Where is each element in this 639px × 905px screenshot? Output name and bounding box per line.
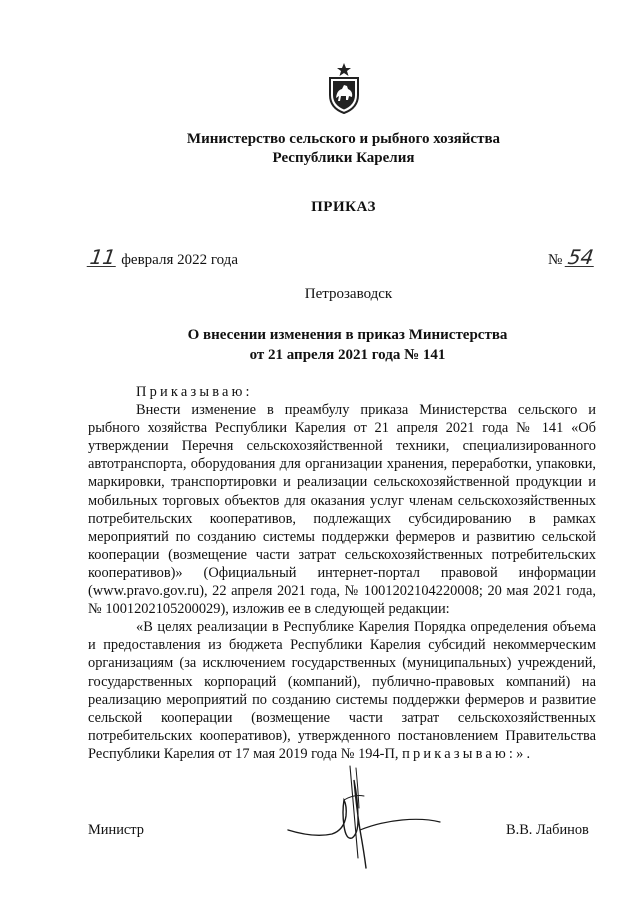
city-line: [0, 286, 639, 303]
karelia-coat-of-arms-icon: [327, 62, 361, 114]
paragraph-new-preamble: [88, 618, 596, 763]
ministry-region: Республики Карелия: [272, 150, 415, 166]
signer-name: В.В. Лабинов: [506, 822, 589, 838]
handwritten-number: 54: [566, 245, 596, 269]
handwritten-signature: [284, 760, 444, 872]
number-sign: №: [548, 252, 563, 268]
signer-position: Министр: [88, 822, 144, 838]
order-date: [88, 245, 238, 270]
subject-line-1: О внесении изменения в приказ Министерства: [187, 327, 508, 343]
ministry-heading: [0, 130, 639, 168]
date-text: февраля 2022 года: [121, 252, 238, 268]
preamble-text: «В целях реализации в Республике Карелия Порядка определения объема и предоставления из бюджета Республики Карелия субсидий некоммерческим организациям (за исключением государственных (муниципальных) учреждений, государственных корпораций (компаний), публично-правовых компаний) на реализацию мероприятий по созданию системы поддержки фермеров и развитие сельской кооперации (возмещение части затрат сельскохозяйственных потребительских кооперативов), утвержденного постановлением Правительства Республики Карелия от 17 мая 2019 года № 194-П,: [88, 619, 596, 762]
order-number: [548, 245, 596, 270]
ministry-name: Министерство сельского и рыбного хозяйства: [186, 131, 501, 147]
order-body: [88, 383, 596, 763]
order-word: Приказываю:: [136, 384, 253, 400]
order-subject: [0, 325, 639, 365]
paragraph-amendment: Внести изменение в преамбулу приказа Министерства сельского и рыбного хозяйства Республики Карелия от 21 апреля 2021 года № 141 «Об утверждении Перечня сельскохозяйственной техники, специализированного автотранспорта, оборудования для организации хранения, переработки, упаковки, маркировки, транспортировки и реализации сельскохозяйственной продукции и мобильных торговых объектов для оказания услуг членам сельскохозяйственных потребительских кооперативов, подлежащих субсидированию в рамках мероприятий по созданию системы поддержки фермеров и развитию сельской кооперации (возмещение части затрат сельскохозяйственных потребительских кооперативов)» (Официальный интернет-портал правовой информации (www.pravo.gov.ru), 22 апреля 2021 года, № 1001202104220008; 20 мая 2021 года, № 1001202105200029), изложив ее в следующей редакции:: [88, 402, 596, 618]
handwritten-day: 11: [88, 245, 118, 269]
city-name: Петрозаводск: [304, 286, 393, 302]
subject-line-2: от 21 апреля 2021 года № 141: [249, 347, 446, 363]
order-title: [0, 199, 639, 216]
preamble-order-word: приказываю:».: [402, 745, 534, 762]
order-type: ПРИКАЗ: [311, 199, 376, 215]
